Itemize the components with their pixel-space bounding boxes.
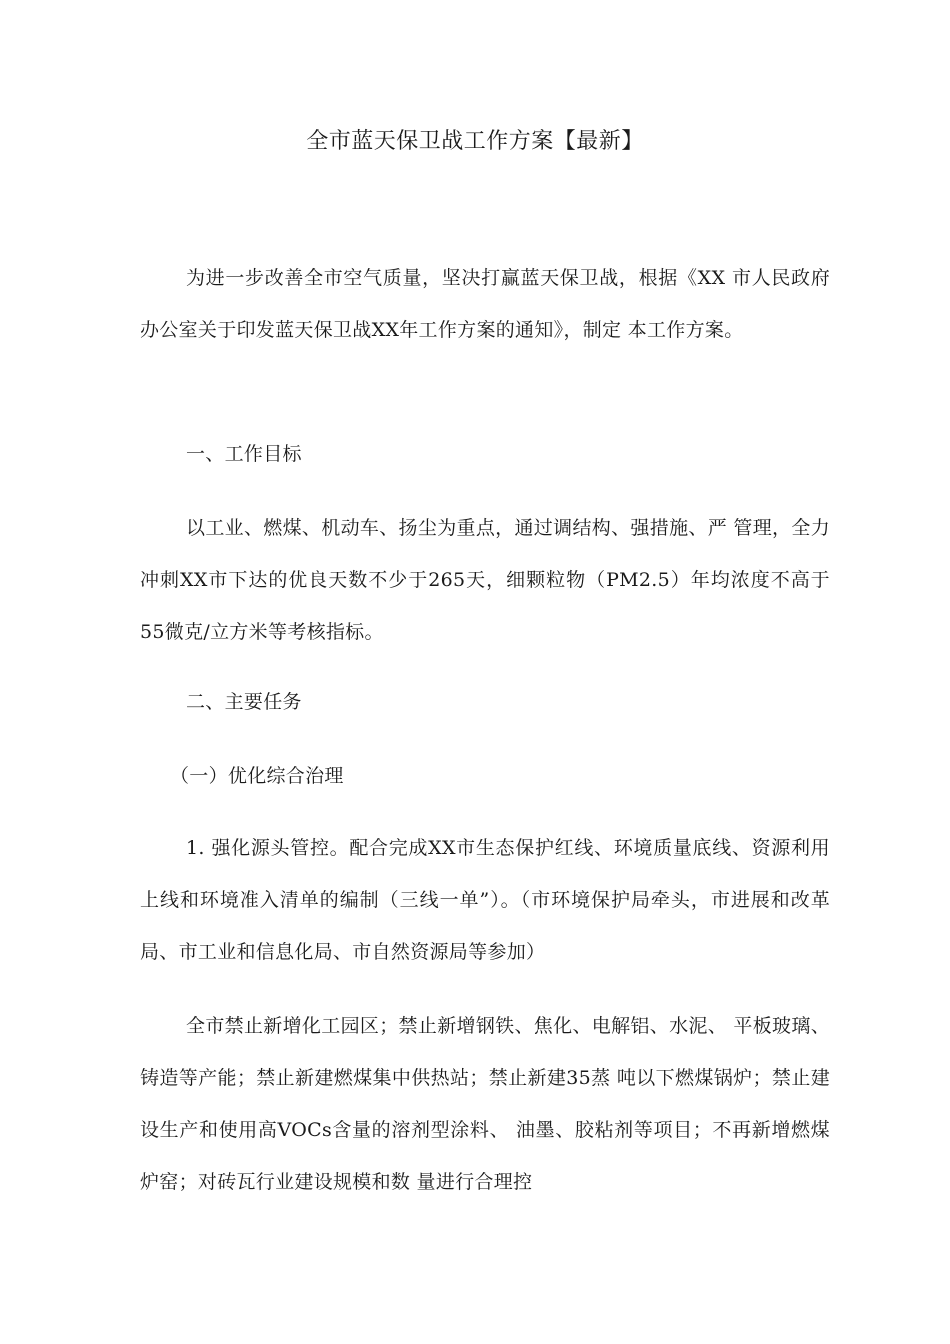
goals-paragraph: 以工业、燃煤、机动车、扬尘为重点，通过调结构、强措施、严 管理，全力冲刺XX市下达的优良天数不少于265天，细颗粒物（PM2.5）年均浓度不高于55微克/立方米等考核指标。 [140,517,830,643]
section-heading-tasks: 二、主要任务 [186,691,302,713]
document-title: 全市蓝天保卫战工作方案【最新】 [306,129,644,154]
item-1-detail-paragraph: 全市禁止新增化工园区；禁止新增钢铁、焦化、电解铝、水泥、 平板玻璃、铸造等产能；禁止新建燃煤集中供热站；禁止新建35蒸 吨以下燃煤锅炉；禁止建设生产和使用高VOCs含量的溶剂型涂料、 油墨、胶粘剂等项目；不再新增燃煤炉窑；对砖瓦行业建设规模和数 量进行合理控 [140,1015,830,1193]
subsection-heading-governance: （一）优化综合治理 [170,765,344,787]
intro-paragraph: 为进一步改善全市空气质量，坚决打赢蓝天保卫战，根据《XX 市人民政府办公室关于印发蓝天保卫战XX年工作方案的通知》，制定 本工作方案。 [140,267,830,341]
item-1-paragraph: 1. 强化源头管控。配合完成XX市生态保护红线、环境质量底线、资源利用上线和环境准入清单的编制（三线一单”）。（市环境保护局牵头，市进展和改革局、市工业和信息化局、市自然资源局等参加） [140,837,830,963]
section-heading-goals: 一、工作目标 [186,443,302,465]
